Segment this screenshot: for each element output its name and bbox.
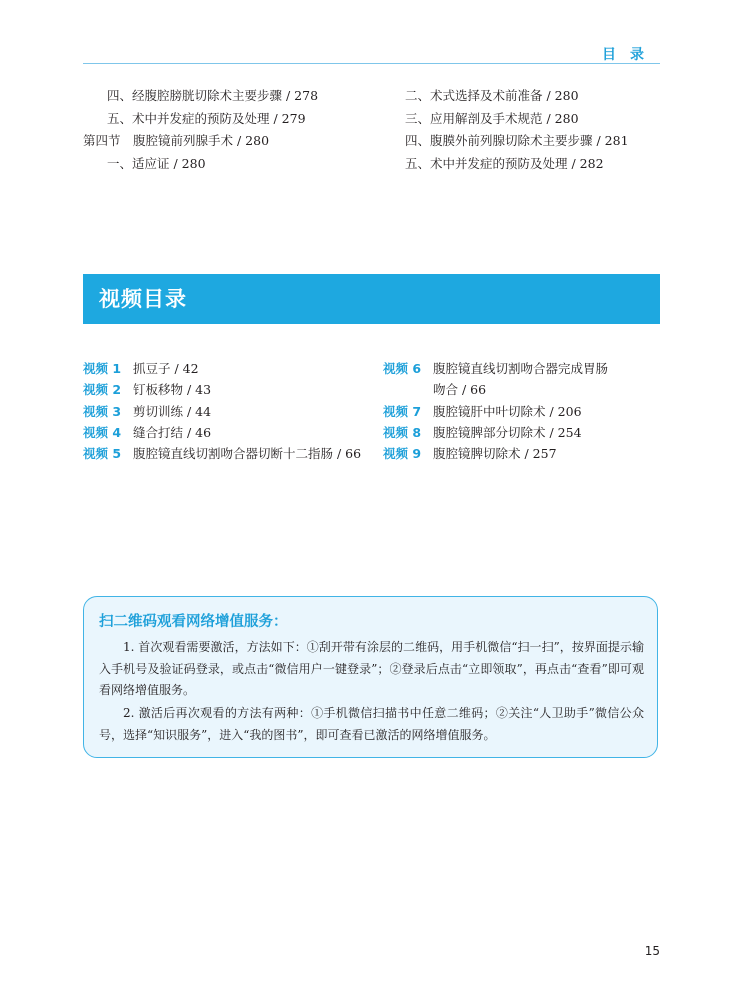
toc-item[interactable]: 五、术中并发症的预防及处理 / 282 bbox=[405, 155, 604, 171]
video-label: 视频 7 bbox=[383, 403, 422, 419]
qr-instruction-second: 2. 激活后再次观看的方法有两种：①手机微信扫描书中任意二维码；②关注“人卫助手”微信公众号，选择“知识服务”，进入“我的图书”，即可查看已激活的网络增值服务。 bbox=[99, 706, 644, 742]
video-label: 视频 1 bbox=[83, 361, 122, 376]
video-item[interactable] bbox=[383, 422, 608, 443]
qr-service-title: 扫二维码观看网络增值服务： bbox=[99, 614, 288, 630]
video-item[interactable] bbox=[83, 358, 361, 379]
video-label: 视频 9 bbox=[383, 446, 422, 462]
video-title: 缝合打结 / 46 bbox=[133, 424, 212, 440]
header-rule bbox=[83, 63, 660, 64]
toc-item[interactable]: 三、应用解剖及手术规范 / 280 bbox=[405, 110, 579, 126]
toc-item[interactable]: 四、腹膜外前列腺切除术主要步骤 / 281 bbox=[405, 133, 629, 148]
qr-service-box bbox=[83, 596, 658, 758]
video-label: 视频 6 bbox=[383, 361, 422, 376]
video-label: 视频 2 bbox=[83, 382, 122, 398]
video-catalog-title: 视频目录 bbox=[99, 287, 187, 311]
video-item[interactable] bbox=[383, 443, 608, 464]
video-catalog-banner bbox=[83, 274, 660, 324]
running-head-title: 目录 bbox=[602, 47, 658, 63]
video-title: 腹腔镜脾切除术 / 257 bbox=[433, 446, 557, 462]
toc-item[interactable]: 四、经腹腔膀胱切除术主要步骤 / 278 bbox=[107, 88, 319, 103]
video-title: 腹腔镜脾部分切除术 / 254 bbox=[433, 424, 582, 440]
video-item[interactable] bbox=[83, 443, 361, 464]
video-title: 腹腔镜肝中叶切除术 / 206 bbox=[433, 403, 582, 419]
toc-right-column bbox=[405, 85, 629, 175]
page-number: 15 bbox=[644, 944, 660, 958]
video-title: 腹腔镜直线切割吻合器切断十二指肠 / 66 bbox=[133, 446, 362, 462]
video-title: 钉板移物 / 43 bbox=[133, 382, 212, 398]
video-label: 视频 3 bbox=[83, 403, 122, 419]
video-title: 腹腔镜直线切割吻合器完成胃肠 bbox=[433, 361, 609, 376]
video-item[interactable] bbox=[83, 401, 361, 422]
toc-left-column bbox=[83, 85, 318, 175]
video-title-continuation: 吻合 / 66 bbox=[433, 382, 487, 398]
video-label: 视频 5 bbox=[83, 446, 122, 462]
video-item[interactable] bbox=[383, 358, 608, 379]
video-item[interactable] bbox=[383, 401, 608, 422]
video-label: 视频 4 bbox=[83, 424, 122, 440]
toc-item[interactable]: 五、术中并发症的预防及处理 / 279 bbox=[107, 110, 306, 126]
toc-item[interactable]: 一、适应证 / 280 bbox=[107, 155, 206, 171]
video-item[interactable] bbox=[83, 422, 361, 443]
toc-section-heading[interactable]: 第四节 腹腔镜前列腺手术 / 280 bbox=[83, 133, 270, 148]
toc-item[interactable]: 二、术式选择及术前准备 / 280 bbox=[405, 88, 579, 103]
video-label: 视频 8 bbox=[383, 424, 422, 440]
video-list-left bbox=[83, 358, 361, 464]
qr-instruction-first: 1. 首次观看需要激活，方法如下：①刮开带有涂层的二维码，用手机微信“扫一扫”，按界面提示输入手机号及验证码登录，或点击“微信用户一键登录”；②登录后点击“立即领取”，再点击“查看”即可观看网络增值服务。 bbox=[99, 640, 644, 697]
video-title: 剪切训练 / 44 bbox=[133, 403, 212, 419]
video-list-right bbox=[383, 358, 608, 464]
video-title: 抓豆子 / 42 bbox=[133, 361, 199, 376]
video-item[interactable] bbox=[83, 379, 361, 400]
